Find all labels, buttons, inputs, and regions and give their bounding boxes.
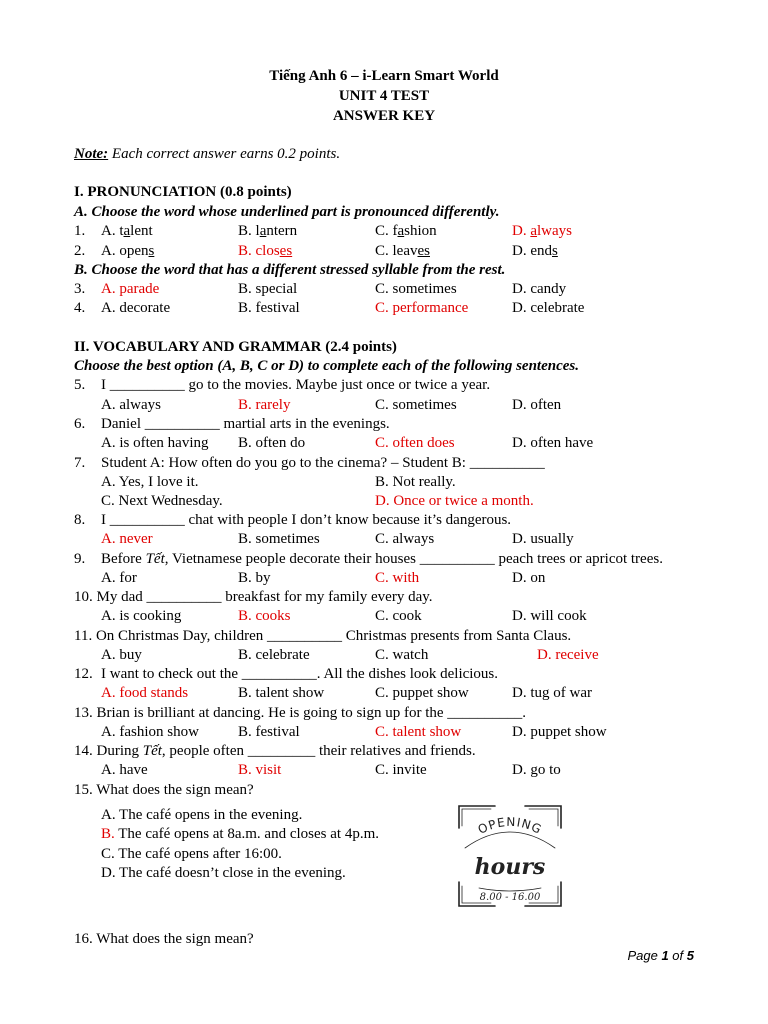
option-b: B. sometimes [238,531,320,547]
option-c: C. puppet show [375,685,469,701]
question-number: 5. [74,377,86,393]
note-label: Note: [74,146,109,162]
question-text: 11. On Christmas Day, children __________ Christmas presents from Santa Claus. [74,628,572,644]
option-b-correct: B. rarely [238,397,291,413]
option-d: D. candy [512,281,567,297]
option-b: B. Not really. [375,474,456,490]
option-a: A. is cooking [101,608,182,624]
section-pronunciation-part-a: A. Choose the word whose underlined part is pronounced differently. [74,204,500,220]
option-b: B. talent show [238,685,325,701]
option-c: C. fashion [375,223,437,239]
option-c: C. The café opens after 16:00. [101,846,282,862]
option-c-correct: C. talent show [375,724,462,740]
option-d-correct: D. always [512,223,573,239]
question-text: Daniel __________ martial arts in the evenings. [101,416,390,432]
question-text: Student A: How often do you go to the cinema? – Student B: __________ [101,455,545,471]
page-number: Page 1 of 5 [627,948,694,963]
option-d: D. often have [512,435,594,451]
option-a: A. buy [101,647,142,663]
answer-key-title: ANSWER KEY [332,108,436,124]
option-c-correct: C. often does [375,435,455,451]
question-number: 7. [74,455,86,471]
option-b: B. often do [238,435,306,451]
option-a-correct: A. food stands [101,685,189,701]
option-a: A. Yes, I love it. [101,474,199,490]
option-b: B. by [238,570,271,586]
option-b: B. lantern [238,223,298,239]
option-a: A. for [101,570,137,586]
note-text: Each correct answer earns 0.2 points. [108,146,341,162]
option-c-correct: C. performance [375,300,469,316]
option-b-correct: B. cooks [238,608,291,624]
option-b: B. special [238,281,298,297]
option-d: D. celebrate [512,300,585,316]
option-c: C. always [375,531,435,547]
option-d: D. usually [512,531,574,547]
question-text: I __________ go to the movies. Maybe just once or twice a year. [101,377,491,393]
question-number: 4. [74,300,86,316]
option-a: A. talent [101,223,153,239]
option-d: D. ends [512,243,558,259]
question-text: Before Tết, Vietnamese people decorate their houses __________ peach trees or apricot trees. [101,551,663,567]
question-text: 16. What does the sign mean? [74,931,254,947]
section-vocabulary-instruction: Choose the best option (A, B, C or D) to complete each of the following sentences. [74,358,579,374]
option-c: C. cook [375,608,422,624]
option-d: D. puppet show [512,724,607,740]
option-b: B. festival [238,300,300,316]
question-number: 8. [74,512,86,528]
option-d: D. go to [512,762,561,778]
option-a: A. opens [101,243,155,259]
option-d: D. tug of war [512,685,592,701]
question-number: 2. [74,243,86,259]
option-b-correct: B. The café opens at 8a.m. and closes at 4p.m. [101,826,379,842]
option-a: A. is often having [101,435,209,451]
option-a: A. fashion show [101,724,199,740]
question-number: 1. [74,223,86,239]
option-c: C. Next Wednesday. [101,493,223,509]
question-text: 10. My dad __________ breakfast for my family every day. [74,589,433,605]
option-c: C. watch [375,647,429,663]
option-b-correct: B. closes [238,243,293,259]
option-b-correct: B. visit [238,762,282,778]
question-text: 14. During Tết, people often _________ their relatives and friends. [74,743,476,759]
section-pronunciation-title: I. PRONUNCIATION (0.8 points) [74,184,292,200]
option-d-correct: D. Once or twice a month. [375,493,534,509]
option-a: A. have [101,762,148,778]
option-d: D. on [512,570,546,586]
sign-hours-text: hours [474,854,546,880]
question-number: 3. [74,281,86,297]
option-d: D. will cook [512,608,587,624]
option-a-correct: A. parade [101,281,160,297]
question-number: 6. [74,416,86,432]
option-b: B. celebrate [238,647,310,663]
question-number: 12. [74,666,93,682]
option-a: A. always [101,397,161,413]
unit-title: UNIT 4 TEST [338,88,430,104]
option-b: B. festival [238,724,300,740]
sign-opening-text: OPENING [475,814,545,837]
opening-hours-sign [455,802,565,910]
section-pronunciation-part-b: B. Choose the word that has a different stressed syllable from the rest. [74,262,506,278]
option-d: D. The café doesn’t close in the evening. [101,865,346,881]
option-c: C. sometimes [375,281,457,297]
sign-times-text: 8.00 - 16.00 [479,892,541,903]
option-c: C. sometimes [375,397,457,413]
option-c: C. invite [375,762,427,778]
option-d-correct: D. receive [537,647,599,663]
doc-title: Tiếng Anh 6 – i-Learn Smart World [269,68,499,84]
option-c: C. leaves [375,243,430,259]
option-a-correct: A. never [101,531,153,547]
question-text: I want to check out the __________. All the dishes look delicious. [101,666,499,682]
option-c-correct: C. with [375,570,420,586]
question-text: 13. Brian is brilliant at dancing. He is going to sign up for the __________. [74,705,527,721]
section-vocabulary-title: II. VOCABULARY AND GRAMMAR (2.4 points) [74,339,397,355]
question-text: I __________ chat with people I don’t know because it’s dangerous. [101,512,512,528]
note [74,146,340,163]
option-a: A. decorate [101,300,171,316]
option-d: D. often [512,397,562,413]
option-a: A. The café opens in the evening. [101,807,303,823]
question-text: 15. What does the sign mean? [74,782,254,798]
question-number: 9. [74,551,86,567]
